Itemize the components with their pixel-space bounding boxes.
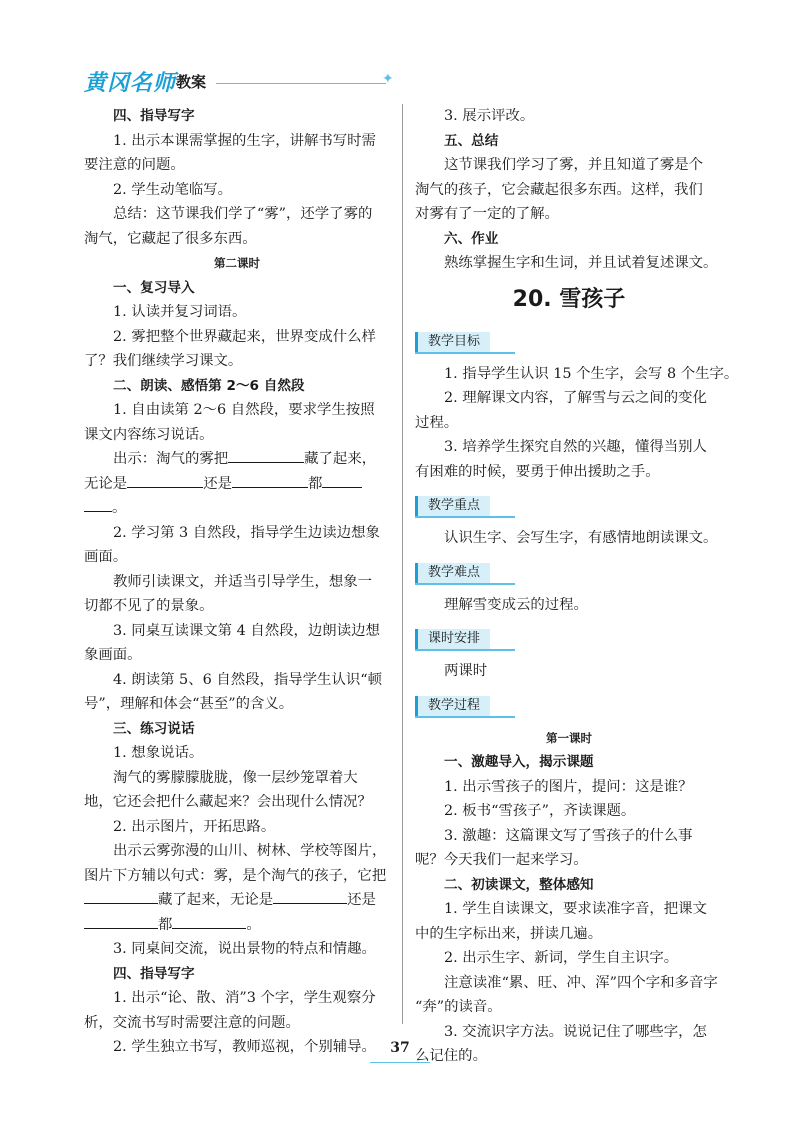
section-body xyxy=(415,726,723,1069)
paragraph-line: 中的生字标出来，拼读几遍。 xyxy=(415,925,603,942)
section-label-text: 教学过程 xyxy=(415,696,490,716)
paragraph-line: 要注意的问题。 xyxy=(84,157,185,173)
section-heading: 五、总结 xyxy=(444,132,499,149)
right-top-block xyxy=(415,104,723,276)
text-segment: 出示：淘气的雾把 xyxy=(113,451,229,467)
paragraph-line: 2. 学生独立书写，教师巡视，个别辅导。 xyxy=(113,1039,376,1055)
paragraph-line: 3. 激趣：这篇课文写了雪孩子的什么事 xyxy=(444,827,693,844)
text-segment: 藏了起来，无论是 xyxy=(158,892,274,908)
paragraph-line: 注意读准“累、旺、冲、浑”四个字和多音字 xyxy=(444,974,718,991)
paragraph-line: 2. 学习第 3 自然段，指导学生边读边想象 xyxy=(113,524,380,541)
section-label-underline xyxy=(415,583,515,585)
paragraph-line: 对雾有了一定的了解。 xyxy=(415,206,559,222)
section-label xyxy=(415,330,723,356)
fill-in-line xyxy=(84,472,390,497)
fill-blank xyxy=(273,889,347,904)
text-segment: 还是 xyxy=(347,892,376,908)
paragraph-line: 了？我们继续学习课文。 xyxy=(84,353,243,369)
section-label xyxy=(415,694,723,720)
paragraph-line: 过程。 xyxy=(415,414,459,431)
paragraph-line: 3. 同桌间交流，说出景物的特点和情趣。 xyxy=(113,941,376,957)
section-label xyxy=(415,561,723,587)
section-label-text: 课时安排 xyxy=(415,629,490,649)
section-heading: 四、指导写字 xyxy=(113,965,195,982)
paragraph-line: 2. 出示生字、新词，学生自主识字。 xyxy=(444,950,679,966)
paragraph-line: 地，它还会把什么藏起来？会出现什么情况？ xyxy=(84,794,372,810)
paragraph-line: 课文内容练习说话。 xyxy=(84,426,214,443)
paragraph-line: 切都不见了的景象。 xyxy=(84,598,214,614)
section-heading: 二、初读课文，整体感知 xyxy=(444,876,594,893)
paragraph-line: 1. 出示“论、散、消”3 个字，学生观察分 xyxy=(113,990,376,1006)
paragraph-line: 2. 学生动笔临写。 xyxy=(113,181,233,198)
right-column xyxy=(415,104,739,1069)
fill-in-line xyxy=(84,496,390,521)
text-segment: 藏了起来， xyxy=(304,451,377,467)
fill-blank xyxy=(322,473,362,488)
text-segment: 无论是 xyxy=(84,475,128,492)
section-label xyxy=(415,494,723,520)
section-heading: 六、作业 xyxy=(444,230,499,247)
paragraph-line: 淘气的雾朦朦胧胧，像一层纱笼罩着大 xyxy=(113,769,358,786)
paragraph-line: 3. 培养学生探究自然的兴趣，懂得当别人 xyxy=(444,439,707,455)
text-segment: 都 xyxy=(158,916,173,933)
brand-subtitle: 教案 xyxy=(176,73,207,91)
section-heading: 三、练习说话 xyxy=(113,720,195,737)
section-heading: 四、指导写字 xyxy=(113,108,195,124)
paragraph-line: 2. 理解课文内容，了解雪与云之间的变化 xyxy=(444,390,707,406)
paragraph-line: 1. 学生自读课文，要求读准字音，把课文 xyxy=(444,901,707,917)
paragraph-line: 1. 出示本课需掌握的生字，讲解书写时需 xyxy=(113,132,376,149)
paragraph-line: 析，交流书写时需要注意的问题。 xyxy=(84,1014,300,1031)
paragraph-line: 4. 朗读第 5、6 自然段，指导学生认识“顿 xyxy=(113,671,382,688)
lesson-title: 20. 雪孩子 xyxy=(512,286,626,312)
fill-blank xyxy=(228,448,304,463)
paragraph-line: 1. 指导学生认识 15 个生字，会写 8 个生字。 xyxy=(444,365,739,382)
paragraph-line: 象画面。 xyxy=(84,647,142,663)
paragraph-line: “奔”的读音。 xyxy=(415,999,502,1015)
fill-in-line xyxy=(84,447,390,472)
section-body xyxy=(415,659,723,684)
section-body xyxy=(415,593,723,618)
period-heading: 第二课时 xyxy=(214,256,260,270)
section-body xyxy=(415,526,723,551)
section-label-text: 教学难点 xyxy=(415,563,490,583)
paragraph-line: 熟练掌握生字和生词，并且试着复述课文。 xyxy=(444,255,718,271)
paragraph-line: 教师引读课文，并适当引导学生，想象一 xyxy=(113,573,373,590)
fill-blank xyxy=(232,473,308,488)
period-heading: 第一课时 xyxy=(546,730,592,745)
paragraph-line: 2. 雾把整个世界藏起来，世界变成什么样 xyxy=(113,328,376,345)
paragraph-line: 淘气的孩子，它会藏起很多东西。这样，我们 xyxy=(415,181,703,198)
fill-blank xyxy=(84,497,112,512)
page-number-ornament xyxy=(370,1062,430,1063)
paragraph-line: 2. 出示图片，开拓思路。 xyxy=(113,818,276,835)
text-segment: 。 xyxy=(246,916,261,933)
section-label xyxy=(415,627,723,653)
paragraph-line: 认识生字、会写生字，有感情地朗读课文。 xyxy=(444,530,718,546)
paragraph-line: 3. 展示评改。 xyxy=(444,108,535,124)
paragraph-line: 淘气，它藏起了很多东西。 xyxy=(84,230,257,247)
paragraph-line: 1. 自由读第 2～6 自然段，要求学生按照 xyxy=(113,402,375,418)
section-label-underline xyxy=(415,716,515,718)
paragraph-line: 理解雪变成云的过程。 xyxy=(444,596,588,613)
paragraph-line: 图片下方辅以句式：雾，是个淘气的孩子，它把 xyxy=(84,867,387,884)
lesson-sections xyxy=(415,330,739,1069)
text-segment: 都 xyxy=(307,475,323,492)
section-label-underline xyxy=(415,352,515,354)
paragraph-line: 总结：这节课我们学了“雾”，还学了雾的 xyxy=(113,206,373,222)
section-heading: 一、激趣导入，揭示课题 xyxy=(444,754,594,770)
paragraph-line: 1. 认读并复习词语。 xyxy=(113,304,247,320)
paragraph-line: 3. 交流识字方法。说说记住了哪些字，怎 xyxy=(444,1023,707,1040)
left-column xyxy=(84,104,390,1060)
fill-blank xyxy=(127,473,203,488)
sparkle-icon: ✦ xyxy=(382,71,394,87)
paragraph-line: 有困难的时候，要勇于伸出援助之手。 xyxy=(415,463,660,480)
paragraph-line: 1. 想象说话。 xyxy=(113,745,204,761)
paragraph-line: 两课时 xyxy=(444,663,488,679)
section-label-text: 教学重点 xyxy=(415,496,490,516)
column-divider xyxy=(402,104,403,1024)
brand-logo: 黄冈名师 xyxy=(84,71,177,96)
fill-blank xyxy=(172,914,246,929)
fill-in-line xyxy=(84,913,390,938)
section-label-underline xyxy=(415,516,515,518)
text-segment: 。 xyxy=(112,500,127,516)
paragraph-line: 么记住的。 xyxy=(415,1048,487,1064)
paragraph-line: 1. 出示雪孩子的图片，提问：这是谁？ xyxy=(444,778,693,795)
fill-blank xyxy=(84,889,158,904)
section-label-underline xyxy=(415,649,515,651)
fill-in-line xyxy=(84,888,390,913)
paragraph-line: 2. 板书“雪孩子”，齐读课题。 xyxy=(444,803,636,819)
fill-blank xyxy=(84,914,158,929)
text-segment: 还是 xyxy=(203,475,232,492)
paragraph-line: 画面。 xyxy=(84,549,128,565)
paragraph-line: 呢？今天我们一起来学习。 xyxy=(415,852,588,868)
header-rule xyxy=(216,83,386,84)
paragraph-line: 出示云雾弥漫的山川、树林、学校等图片， xyxy=(113,843,387,859)
section-label-text: 教学目标 xyxy=(415,332,490,352)
section-heading: 二、朗读、感悟第 2～6 自然段 xyxy=(113,377,305,394)
paragraph-line: 3. 同桌互读课文第 4 自然段，边朗读边想 xyxy=(113,622,380,639)
section-heading: 一、复习导入 xyxy=(113,279,195,296)
section-body xyxy=(415,362,739,485)
page-header xyxy=(84,66,424,100)
paragraph-line: 这节课我们学习了雾，并且知道了雾是个 xyxy=(444,157,704,173)
paragraph-line: 号”，理解和体会“甚至”的含义。 xyxy=(84,696,294,712)
page-number: 37 xyxy=(390,1040,410,1056)
